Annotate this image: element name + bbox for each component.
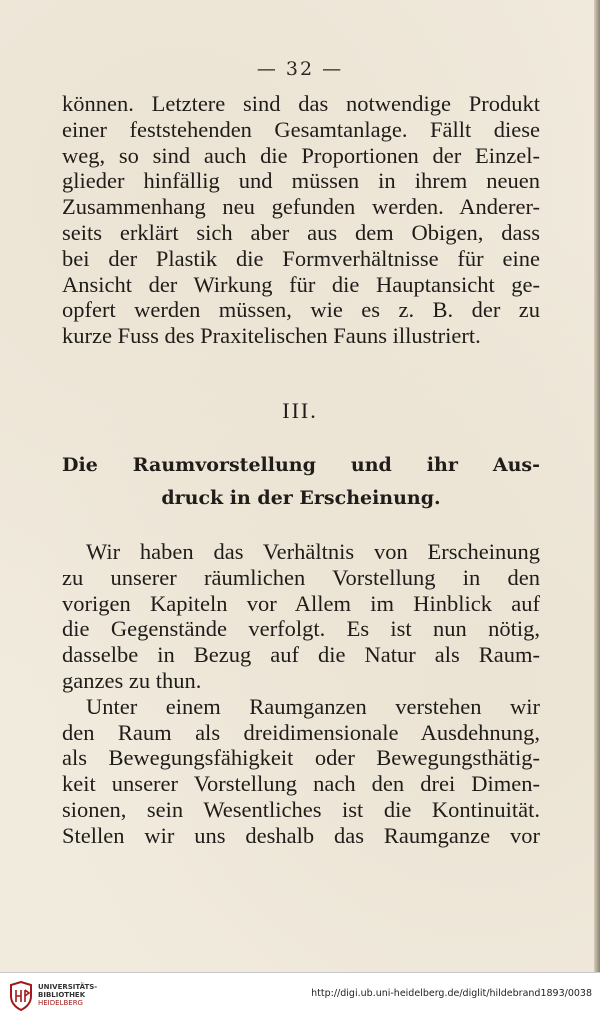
library-name-line: UNIVERSITÄTS- — [38, 983, 98, 991]
text-line: opfert werden müssen, wie es z. B. der zu — [62, 297, 540, 323]
text-line: Zusammenhang neu gefunden werden. Anderer- — [62, 194, 540, 220]
section-heading — [62, 449, 540, 515]
heading-line: Die Raumvorstellung und ihr Aus- — [62, 454, 540, 476]
text-line: weg, so sind auch die Proportionen der Einzel- — [62, 142, 540, 168]
text-line: zu unserer räumlichen Vorstellung in den — [62, 564, 540, 590]
text-line: vorigen Kapiteln vor Allem im Hinblick auf — [62, 590, 540, 616]
text-line: bei der Plastik die Formverhältnisse für eine — [62, 245, 540, 271]
text-line: keit unserer Vorstellung nach den drei Dimen- — [62, 771, 540, 797]
text-line: einer feststehenden Gesamtanlage. Fällt diese — [62, 116, 540, 142]
text-line: kurze Fuss des Praxitelischen Fauns illustriert. — [62, 323, 481, 349]
text-line: die Gegenstände verfolgt. Es ist nun nötig, — [62, 616, 540, 642]
text-line: Wir haben das Verhältnis von Erscheinung — [86, 539, 540, 564]
library-name-line: HEIDELBERG — [38, 999, 83, 1007]
university-library-logo-icon — [8, 981, 34, 1011]
paragraph-section-body — [62, 539, 540, 849]
text-line: glieder hinfällig und müssen in ihrem neuen — [62, 168, 540, 194]
library-name — [38, 983, 97, 1007]
text-line: den Raum als dreidimensionale Ausdehnung, — [62, 719, 540, 745]
paragraph-continued — [62, 91, 540, 349]
library-name-line: BIBLIOTHEK — [38, 991, 86, 999]
text-line: ganzes zu thun. — [62, 667, 202, 693]
text-line: Stellen wir uns deshalb das Raumganze vor — [62, 822, 540, 848]
heading-line: druck in der Erscheinung. — [161, 487, 441, 509]
text-line: Ansicht der Wirkung für die Hauptansicht ge- — [62, 271, 540, 297]
digitization-footer — [0, 972, 600, 1017]
source-url-link[interactable]: http://digi.ub.uni-heidelberg.de/diglit/hildebrand1893/0038 — [311, 988, 592, 999]
text-line: Unter einem Raumganzen verstehen wir — [86, 693, 540, 719]
text-line: können. Letztere sind das notwendige Produkt — [62, 91, 540, 116]
text-line: sionen, sein Wesentliches ist die Kontinuität. — [62, 796, 540, 822]
section-number: III. — [282, 398, 318, 423]
text-line: dasselbe in Bezug auf die Natur als Raum- — [62, 642, 540, 668]
page-edge-shadow — [594, 0, 600, 972]
text-line: als Bewegungsfähigkeit oder Bewegungsthätig- — [62, 745, 540, 771]
page-number: — 32 — — [256, 58, 344, 80]
text-line: seits erklärt sich aber aus dem Obigen, dass — [62, 219, 540, 245]
